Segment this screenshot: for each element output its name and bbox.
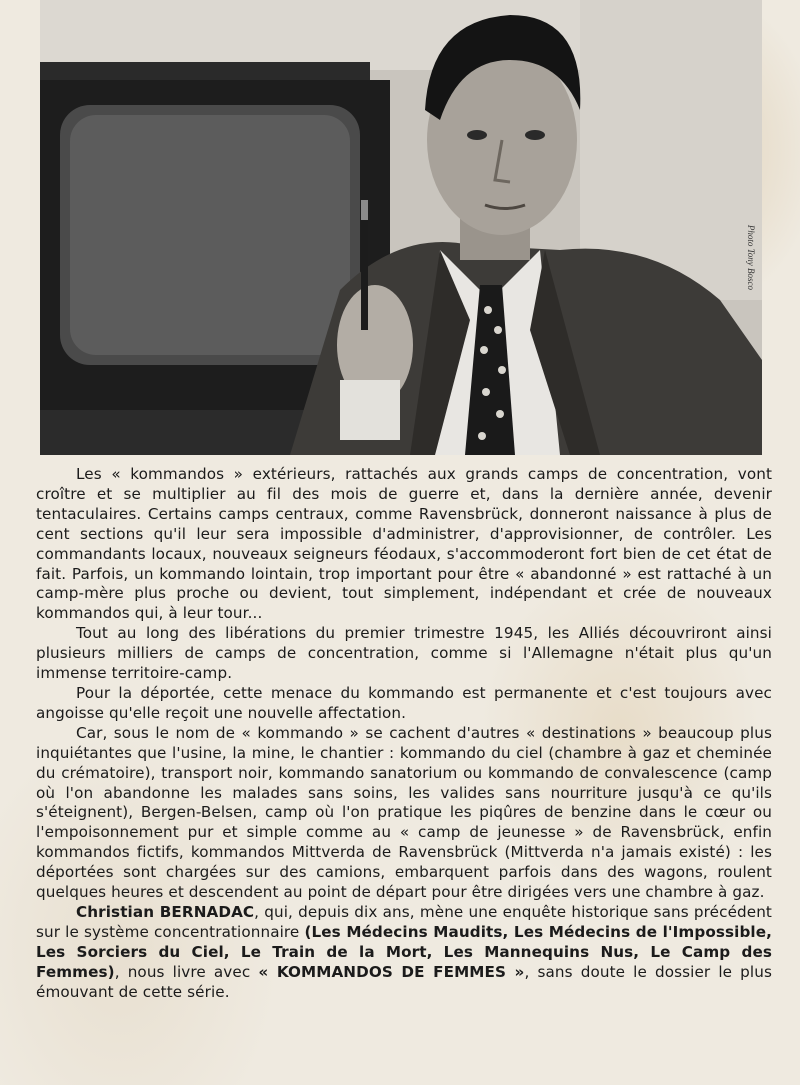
final-text-2: , nous livre avec [114, 962, 259, 981]
paragraph: Pour la déportée, cette menace du kommando est permanente et c'est toujours avec angoisse qu'elle reçoit une nouvelle affectation. [36, 683, 772, 722]
paragraph: Car, sous le nom de « kommando » se cachent d'autres « destinations » beaucoup plus inquiétantes que l'usine, la mine, le chantier : kommando du ciel (chambre à gaz et cheminée du crématoire), transport noir, kommando sanatorium ou kommando de convalescence (camp où l'on abandonne les malades sans soins, les valides sans nourriture jusqu'à ce qu'ils s'éteignent), Bergen-Belsen, camp où l'on pratique les piqûres de benzine dans le cœur ou l'empoisonnement pur et simple comme au « camp de jeunesse » de Ravensbrück, enfin kommandos fictifs, kommandos Mittverda de Ravensbrück (Mittverda n'a jamais existé) : les déportées sont chargées sur des camions, embarquent parfois dans des wagons, roulent quelques heures et descendent au point de départ pour être dirigées vers une chambre à gaz. [36, 723, 772, 902]
book-title: « KOMMANDOS DE FEMMES » [258, 962, 525, 981]
book-list: (Les Médecins Maudits, Les Médecins de l'Impossible, Les Sorciers du Ciel, Le Train de la Mort, Les Mannequins Nus, Le Camp des Femmes) [36, 922, 772, 981]
photo-credit: Photo Tony Bosco [746, 224, 756, 290]
author-photo-illustration [40, 0, 762, 455]
final-paragraph [36, 903, 772, 1003]
author-photo [40, 0, 762, 455]
paragraph: Les « kommandos » extérieurs, rattachés aux grands camps de concentration, vont croître et se multiplier au fil des mois de guerre et, dans la dernière année, devenir tentaculaires. Certains camps centraux, comme Ravensbrück, donneront naissance à plus de cent sections qu'il leur sera impossible d'administrer, d'approvisionner, de contrôler. Les commandants locaux, nouveaux seigneurs féodaux, s'accommoderont fort bien de cet état de fait. Parfois, un kommando lointain, trop important pour être « abandonné » est rattaché à un camp-mère plus proche ou devient, tout simplement, indépendant et crée de nouveaux kommandos qui, à leur tour... [36, 465, 772, 623]
final-text-1: , qui, depuis dix ans, mène une enquête historique sans précédent sur le système concentrationnaire [36, 902, 772, 941]
author-name: Christian BERNADAC [76, 902, 255, 921]
final-text-3: , sans doute le dossier le plus émouvant de cette série. [36, 962, 772, 1001]
paragraph: Tout au long des libérations du premier trimestre 1945, les Alliés découvriront ainsi plusieurs milliers de camps de concentration, comme si l'Allemagne n'était plus qu'un immense territoire-camp. [36, 624, 772, 683]
article-text [36, 465, 772, 1002]
